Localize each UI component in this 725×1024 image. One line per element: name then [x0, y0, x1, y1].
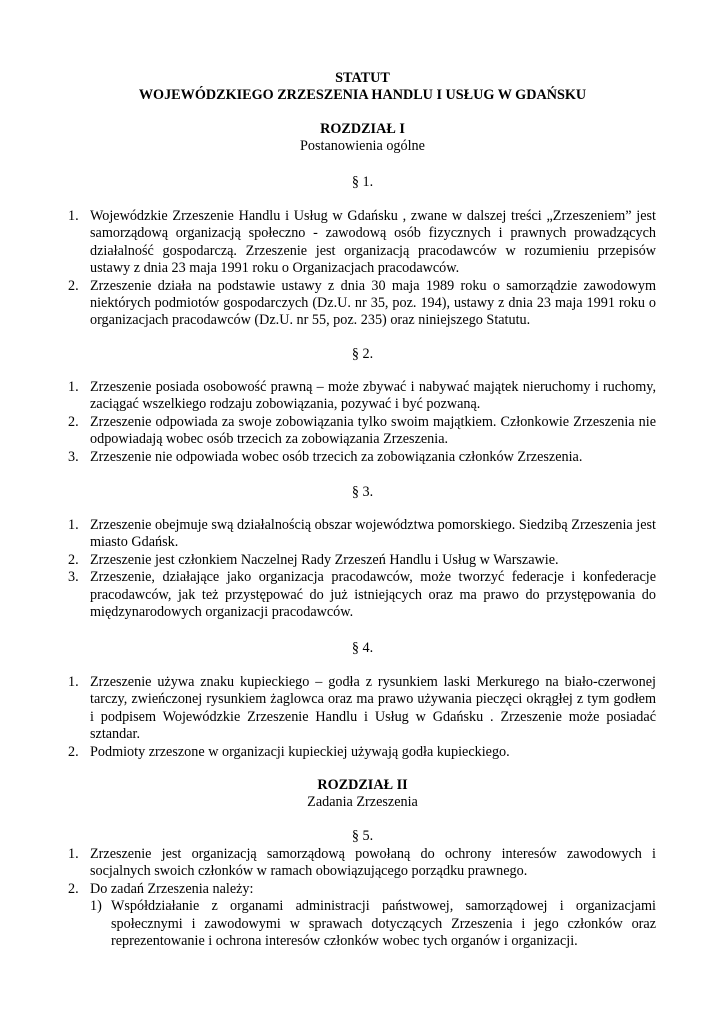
list-item — [0, 674, 725, 744]
list-item — [0, 278, 725, 330]
list-item — [0, 846, 725, 881]
item-text: Podmioty zrzeszone w organizacji kupieckiej używają godła kupieckiego. — [90, 743, 510, 760]
title-line-1: STATUT — [335, 70, 390, 86]
list-item — [0, 881, 725, 898]
item-text: Zrzeszenie używa znaku kupieckiego – godła z rysunkiem laski Merkurego na biało-czerwonej tarczy, zwieńczonej rysunkiem żaglowca oraz ma prawo używania pieczęci okrągłej z tym godłem i podpisem Wojewódzkie Zrzeszenie Handlu i Usług w Gdańsku . Zrzeszenie może posiadać sztandar. — [90, 674, 656, 743]
item-text: Zrzeszenie obejmuje swą działalnością obszar województwa pomorskiego. Siedzibą Zrzeszenia jest miasto Gdańsk. — [90, 517, 656, 551]
item-number: 1. — [68, 674, 79, 690]
item-number: 3. — [68, 448, 79, 465]
item-text: Zrzeszenie jest członkiem Naczelnej Rady Zrzeszeń Handlu i Usług w Warszawie. — [90, 551, 559, 568]
title-line-2: WOJEWÓDZKIEGO ZRZESZENIA HANDLU I USŁUG W GDAŃSKU — [138, 87, 587, 104]
item-text: Wojewódzkie Zrzeszenie Handlu i Usług w Gdańsku , zwane w dalszej treści „Zrzeszeniem” jest samorządową organizacją społeczno - zawodową osób fizycznych i prawnych prowadzących działalność gospodarczą. Zrzeszenie jest organizacją pracodawców w rozumieniu przepisów ustawy z dnia 23 maja 1991 roku o Organizacjach pracodawców. — [90, 208, 656, 277]
section-1-list — [0, 208, 725, 330]
chapter-2-header — [0, 777, 725, 812]
chapter-1-subheading: Postanowienia ogólne — [300, 138, 425, 155]
sub-item-text: Współdziałanie z organami administracji państwowej, samorządowej i organizacjami społecznymi i zawodowymi w sprawach dotyczących Zrzeszenia i jego członków oraz reprezentowanie i ochrona interesów członków wobec tych organów i organizacji. — [111, 898, 656, 950]
item-text: Zrzeszenie nie odpowiada wobec osób trzecich za zobowiązania członków Zrzeszenia. — [90, 448, 583, 465]
item-number: 2. — [68, 277, 79, 294]
list-item — [0, 208, 725, 278]
item-number: 2. — [68, 880, 79, 897]
item-text: Zrzeszenie posiada osobowość prawną – może zbywać i nabywać majątek nieruchomy i ruchomy, zaciągać wszelkiego rodzaju zobowiązania, pozywać i być pozwaną. — [90, 379, 656, 413]
item-number: 2. — [68, 551, 79, 568]
list-item — [0, 449, 725, 466]
section-3-list — [0, 517, 725, 621]
item-text: Do zadań Zrzeszenia należy: — [90, 880, 254, 897]
item-text: Zrzeszenie, działające jako organizacja pracodawców, może tworzyć federacje i konfederacje pracodawców, jak też przystępować do już istniejących oraz ma prawo do przystępowania do międzynarodowych organizacji pracodawców. — [90, 569, 656, 621]
section-5-heading: § 5. — [351, 828, 374, 844]
list-item — [0, 569, 725, 621]
sub-item-number: 1) — [90, 898, 102, 915]
chapter-2-heading: ROZDZIAŁ II — [317, 777, 408, 793]
list-item — [0, 517, 725, 552]
item-number: 1. — [68, 846, 79, 862]
sub-list-item — [0, 898, 725, 950]
item-text: Zrzeszenie jest organizacją samorządową powołaną do ochrony interesów zawodowych i socjalnych swoich członków w ramach obowiązującego porządku prawnego. — [90, 846, 656, 880]
section-1-heading: § 1. — [351, 174, 374, 190]
section-4-heading: § 4. — [351, 640, 374, 656]
list-item — [0, 744, 725, 761]
chapter-1-header — [0, 121, 725, 156]
section-2-heading: § 2. — [351, 346, 374, 362]
chapter-1-heading: ROZDZIAŁ I — [320, 121, 405, 137]
item-number: 1. — [68, 379, 79, 395]
list-item — [0, 552, 725, 569]
section-5-list — [0, 846, 725, 950]
section-4-list — [0, 674, 725, 761]
item-number: 1. — [68, 517, 79, 533]
item-number: 2. — [68, 743, 79, 760]
list-item — [0, 414, 725, 449]
list-item — [0, 379, 725, 414]
section-3-heading: § 3. — [351, 484, 374, 500]
item-number: 3. — [68, 569, 79, 586]
chapter-2-subheading: Zadania Zrzeszenia — [307, 794, 418, 811]
item-text: Zrzeszenie odpowiada za swoje zobowiązania tylko swoim majątkiem. Członkowie Zrzeszenia nie odpowiadają wobec osób trzecich za zobowiązania Zrzeszenia. — [90, 413, 656, 448]
item-number: 1. — [68, 208, 79, 224]
section-2-list — [0, 379, 725, 466]
item-number: 2. — [68, 413, 79, 430]
item-text: Zrzeszenie działa na podstawie ustawy z dnia 30 maja 1989 roku o samorządzie zawodowym niektórych podmiotów gospodarczych (Dz.U. nr 35, poz. 194), ustawy z dnia 23 maja 1991 roku o organizacjach pracodawców (Dz.U. nr 55, poz. 235) oraz niniejszego Statutu. — [90, 277, 656, 329]
document-title — [0, 70, 725, 105]
